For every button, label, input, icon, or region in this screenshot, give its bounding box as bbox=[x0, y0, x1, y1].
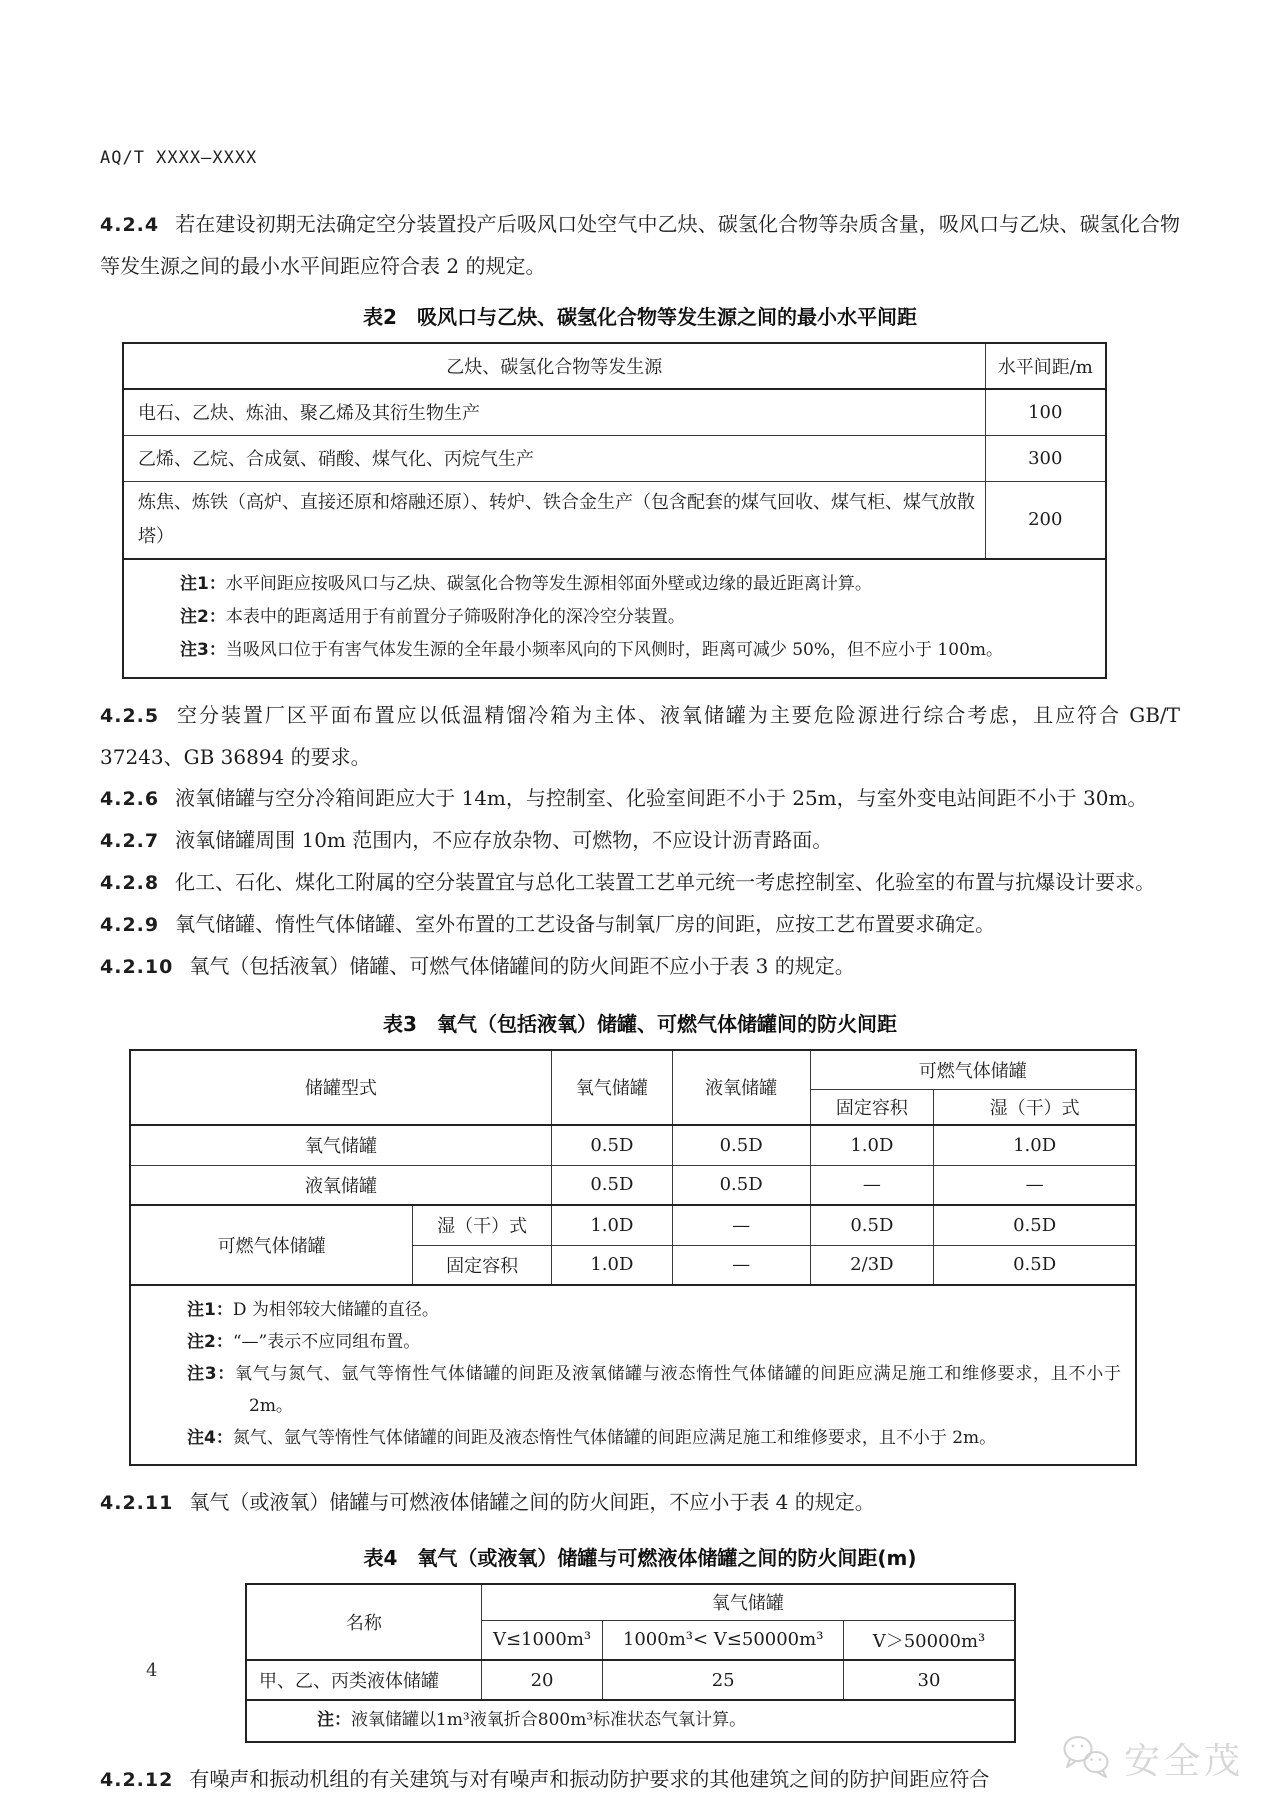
table3-notes bbox=[130, 1285, 1136, 1465]
clause-4-2-4 bbox=[100, 204, 1180, 287]
table3-cell: — bbox=[934, 1165, 1136, 1205]
table3-row-sublabel: 湿（干）式 bbox=[413, 1205, 552, 1245]
table2-cell-distance: 100 bbox=[985, 389, 1106, 435]
table-3 bbox=[129, 1049, 1137, 1467]
clause-text: 氧气储罐、惰性气体储罐、室外布置的工艺设备与制氧厂房的间距，应按工艺布置要求确定。 bbox=[175, 911, 996, 936]
note-label: 注3： bbox=[187, 1364, 236, 1384]
table3-cell: 0.5D bbox=[672, 1125, 810, 1165]
clause-text: 有噪声和振动机组的有关建筑与对有噪声和振动防护要求的其他建筑之间的防护间距应符合 bbox=[189, 1767, 990, 1791]
table2-header-distance: 水平间距/m bbox=[985, 343, 1106, 389]
table2-cell-source: 电石、乙炔、炼油、聚乙烯及其衍生物生产 bbox=[123, 389, 985, 435]
page-number: 4 bbox=[146, 1660, 158, 1681]
table2-cell-distance: 200 bbox=[985, 481, 1106, 559]
clause-text: 氧气（或液氧）储罐与可燃液体储罐之间的防火间距，不应小于表 4 的规定。 bbox=[189, 1490, 875, 1514]
table3-cell: 0.5D bbox=[810, 1205, 934, 1245]
wechat-chat-bubbles-icon bbox=[1060, 1734, 1116, 1784]
table3-note-1 bbox=[171, 1294, 1121, 1326]
clause-number: 4.2.7 bbox=[100, 829, 160, 852]
table3-header-fixed-volume: 固定容积 bbox=[810, 1090, 934, 1126]
table-row bbox=[130, 1205, 1136, 1245]
table4-header-v3: V＞50000m³ bbox=[844, 1620, 1016, 1660]
note-label: 注2： bbox=[180, 606, 226, 627]
note-label: 注： bbox=[317, 1710, 351, 1730]
note-text: D 为相邻较大储罐的直径。 bbox=[232, 1300, 439, 1320]
table2-note-2 bbox=[164, 601, 1091, 634]
clause-number: 4.2.9 bbox=[100, 913, 160, 936]
table3-header-wet-dry: 湿（干）式 bbox=[934, 1090, 1136, 1126]
note-text: 氧气与氮气、氩气等惰性气体储罐的间距及液氧储罐与液态惰性气体储罐的间距应满足施工和维修要求，且不小于 2m。 bbox=[235, 1364, 1121, 1416]
watermark-text: 安全茂 bbox=[1123, 1741, 1244, 1782]
table3-cell: 1.0D bbox=[551, 1205, 672, 1245]
clause-4-2-9 bbox=[100, 904, 1180, 946]
watermark bbox=[1060, 1733, 1244, 1784]
table-row-notes bbox=[246, 1700, 1015, 1742]
clause-4-2-7 bbox=[100, 820, 1180, 862]
table3-note-4 bbox=[171, 1422, 1121, 1454]
table3-row-sublabel: 固定容积 bbox=[413, 1245, 552, 1285]
clause-text: 若在建设初期无法确定空分装置投产后吸风口处空气中乙炔、碳氢化合物等杂质含量，吸风口与乙炔、碳氢化合物等发生源之间的最小水平间距应符合表 2 的规定。 bbox=[100, 212, 1180, 278]
table4-cell: 30 bbox=[844, 1660, 1016, 1700]
clause-text: 化工、石化、煤化工附属的空分装置宜与总化工装置工艺单元统一考虑控制室、化验室的布置与抗爆设计要求。 bbox=[175, 869, 1156, 894]
table3-caption: 表3 氧气（包括液氧）储罐、可燃气体储罐间的防火间距 bbox=[383, 1011, 897, 1036]
table3-cell: 0.5D bbox=[551, 1125, 672, 1165]
table4-header-name: 名称 bbox=[246, 1584, 481, 1660]
table3-cell: 0.5D bbox=[934, 1205, 1136, 1245]
table-4 bbox=[245, 1583, 1016, 1743]
table2-caption: 表2 吸风口与乙炔、碳氢化合物等发生源之间的最小水平间距 bbox=[363, 305, 917, 329]
table4-header-v2: 1000m³< V≤50000m³ bbox=[603, 1620, 844, 1660]
table-row bbox=[246, 1660, 1015, 1700]
table-row bbox=[123, 435, 1106, 481]
table2-cell-source: 炼焦、炼铁（高炉、直接还原和熔融还原）、转炉、铁合金生产（包含配套的煤气回收、煤气柜、煤气放散塔） bbox=[123, 481, 985, 559]
clause-number: 4.2.11 bbox=[100, 1492, 174, 1514]
table4-header-v1: V≤1000m³ bbox=[481, 1620, 603, 1660]
table4-cell: 25 bbox=[603, 1660, 844, 1700]
clause-4-2-8 bbox=[100, 862, 1180, 904]
clause-4-2-10 bbox=[100, 946, 1180, 988]
table4-header-oxygen-tank: 氧气储罐 bbox=[481, 1584, 1015, 1620]
table3-note-2 bbox=[171, 1326, 1121, 1358]
table3-cell: 0.5D bbox=[551, 1165, 672, 1205]
note-label: 注4： bbox=[187, 1428, 233, 1448]
note-text: 当吸风口位于有害气体发生源的全年最小频率风向的下风侧时，距离可减少 50%，但不应小于 100m。 bbox=[225, 639, 1004, 660]
table-row bbox=[123, 389, 1106, 435]
clause-number: 4.2.8 bbox=[100, 871, 160, 894]
clause-text: 氧气（包括液氧）储罐、可燃气体储罐间的防火间距不应小于表 3 的规定。 bbox=[189, 953, 855, 978]
table3-header-flammable: 可燃气体储罐 bbox=[810, 1050, 1136, 1090]
table3-header-oxygen: 氧气储罐 bbox=[551, 1050, 672, 1126]
clause-text: 液氧储罐周围 10m 范围内，不应存放杂物、可燃物，不应设计沥青路面。 bbox=[175, 827, 833, 852]
note-label: 注3： bbox=[180, 639, 226, 660]
table2-notes bbox=[123, 559, 1106, 678]
table3-cell: — bbox=[672, 1245, 810, 1285]
table-row bbox=[130, 1165, 1136, 1205]
table-row bbox=[130, 1125, 1136, 1165]
table3-row-label: 氧气储罐 bbox=[130, 1125, 551, 1165]
table3-header-liquid-oxygen: 液氧储罐 bbox=[672, 1050, 810, 1126]
note-label: 注1： bbox=[187, 1300, 233, 1320]
table2-header-source: 乙炔、碳氢化合物等发生源 bbox=[123, 343, 985, 389]
note-text: “—”表示不应同组布置。 bbox=[232, 1332, 421, 1352]
table4-note bbox=[317, 1705, 1004, 1735]
table3-cell: 2/3D bbox=[810, 1245, 934, 1285]
note-label: 注2： bbox=[187, 1332, 233, 1352]
doc-code-header: AQ/T XXXX—XXXX bbox=[100, 148, 258, 168]
table2-cell-source: 乙烯、乙烷、合成氨、硝酸、煤气化、丙烷气生产 bbox=[123, 435, 985, 481]
clause-text: 液氧储罐与空分冷箱间距应大于 14m，与控制室、化验室间距不小于 25m，与室外变电站间距不小于 30m。 bbox=[175, 785, 1148, 810]
table3-cell: 0.5D bbox=[672, 1165, 810, 1205]
clause-number: 4.2.10 bbox=[100, 955, 174, 978]
clause-4-2-6 bbox=[100, 778, 1180, 820]
clause-number: 4.2.6 bbox=[100, 787, 160, 810]
table-row bbox=[123, 481, 1106, 559]
table3-note-3 bbox=[171, 1358, 1121, 1422]
table3-row-label: 液氧储罐 bbox=[130, 1165, 551, 1205]
table3-cell: — bbox=[672, 1205, 810, 1245]
clause-number: 4.2.12 bbox=[100, 1769, 174, 1791]
table3-cell: — bbox=[810, 1165, 934, 1205]
note-text: 本表中的距离适用于有前置分子筛吸附净化的深冷空分装置。 bbox=[225, 606, 685, 627]
note-text: 水平间距应按吸风口与乙炔、碳氢化合物等发生源相邻面外壁或边缘的最近距离计算。 bbox=[225, 573, 872, 594]
table3-cell: 1.0D bbox=[934, 1125, 1136, 1165]
note-text: 液氧储罐以1m³液氧折合800m³标准状态气氧计算。 bbox=[351, 1710, 747, 1730]
table4-notes bbox=[246, 1700, 1015, 1742]
clause-number: 4.2.5 bbox=[100, 704, 160, 727]
clause-number: 4.2.4 bbox=[100, 214, 160, 236]
table4-caption: 表4 氧气（或液氧）储罐与可燃液体储罐之间的防火间距(m) bbox=[363, 1546, 917, 1570]
clause-text: 空分装置厂区平面布置应以低温精馏冷箱为主体、液氧储罐为主要危险源进行综合考虑，且应符合 GB/T 37243、GB 36894 的要求。 bbox=[100, 702, 1180, 769]
table3-header-tank-type: 储罐型式 bbox=[130, 1050, 551, 1126]
note-text: 氮气、氩气等惰性气体储罐的间距及液态惰性气体储罐的间距应满足施工和维修要求，且不小于 2m。 bbox=[232, 1428, 997, 1448]
table3-cell: 1.0D bbox=[551, 1245, 672, 1285]
table3-cell: 1.0D bbox=[810, 1125, 934, 1165]
clause-4-2-12 bbox=[100, 1759, 1180, 1801]
table-2 bbox=[122, 342, 1107, 679]
table-row-notes bbox=[123, 559, 1106, 678]
table3-cell: 0.5D bbox=[934, 1245, 1136, 1285]
clause-4-2-11 bbox=[100, 1482, 1180, 1524]
table3-row-label: 可燃气体储罐 bbox=[130, 1205, 413, 1285]
note-label: 注1： bbox=[180, 573, 226, 594]
table-row-notes bbox=[130, 1285, 1136, 1465]
clause-4-2-5 bbox=[100, 695, 1180, 778]
table2-note-3 bbox=[164, 634, 1091, 667]
table4-row-name: 甲、乙、丙类液体储罐 bbox=[246, 1660, 481, 1700]
table4-cell: 20 bbox=[481, 1660, 603, 1700]
table2-cell-distance: 300 bbox=[985, 435, 1106, 481]
table2-note-1 bbox=[164, 568, 1091, 601]
